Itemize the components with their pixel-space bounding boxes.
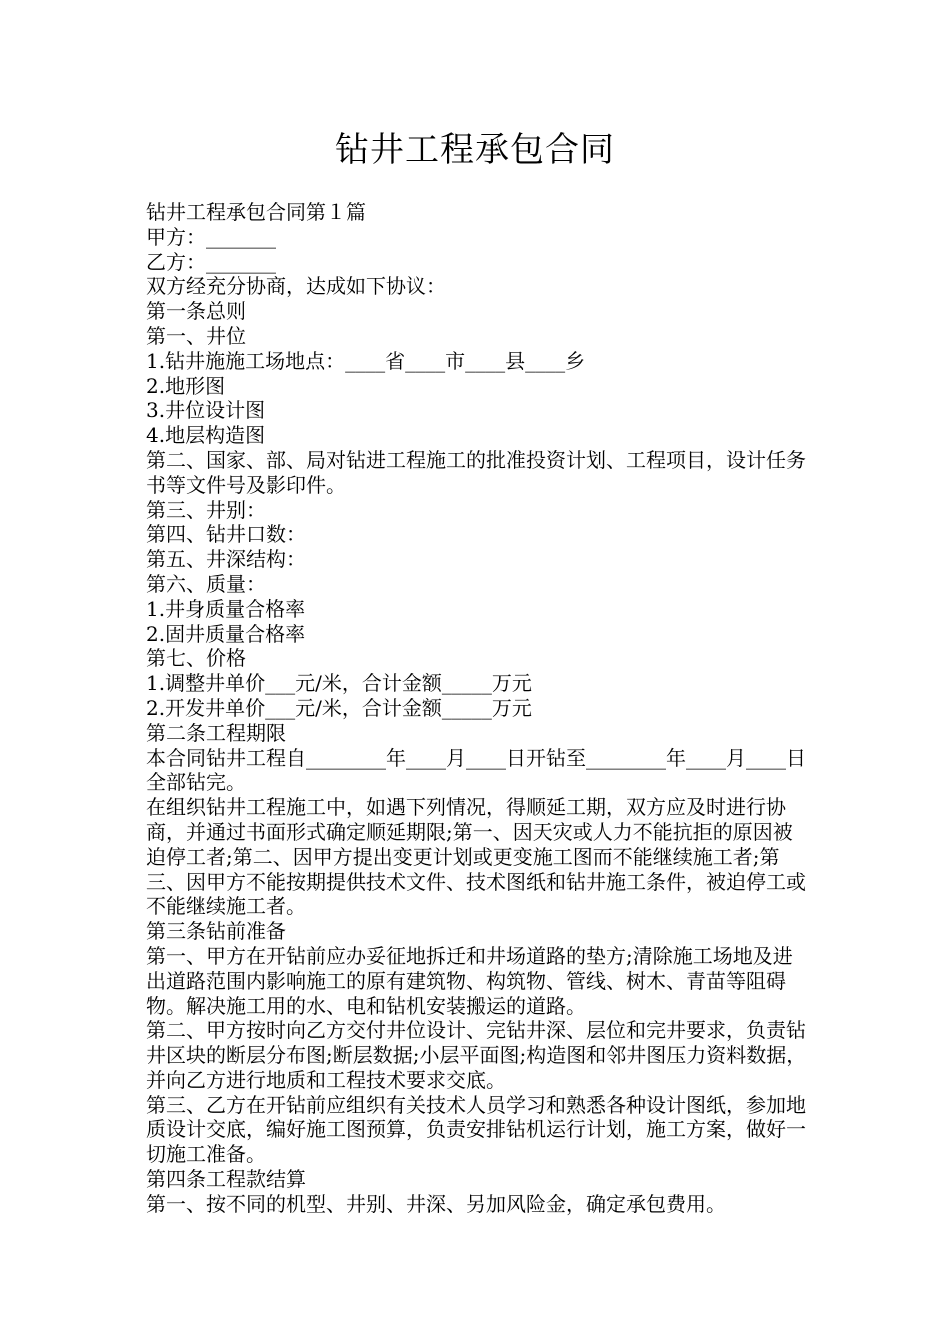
document-paragraph: 1.钻井施施工场地点：____省____市____县____乡 (146, 348, 586, 373)
document-paragraph: 本合同钻井工程自________年____月____日开钻至________年____月____日全部钻完。 (146, 745, 806, 795)
document-title: 钻井工程承包合同 (335, 130, 615, 170)
document-paragraph: 乙方：_______ (146, 249, 276, 274)
document-paragraph: 1.井身质量合格率 (146, 596, 306, 621)
document-paragraph: 第一、甲方在开钻前应办妥征地拆迁和井场道路的垫方;清除施工场地及进出道路范围内影响施工的原有建筑物、构筑物、管线、树木、青苗等阻碍物。解决施工用的水、电和钻机安装搬运的道路。 (146, 943, 793, 1018)
document-paragraph: 第二、甲方按时向乙方交付井位设计、完钻井深、层位和完井要求，负责钻井区块的断层分布图;断层数据;小层平面图;构造图和邻井图压力资料数据，并向乙方进行地质和工程技术要求交底。 (146, 1018, 807, 1092)
document-paragraph: 第二、国家、部、局对钻进工程施工的批准投资计划、工程项目，设计任务书等文件号及影印件。 (146, 447, 806, 497)
document-paragraph: 第三条钻前准备 (146, 919, 286, 944)
document-paragraph: 钻井工程承包合同第１篇 (146, 200, 366, 224)
document-paragraph: 第六、质量： (146, 571, 266, 596)
document-paragraph: 第四条工程款结算 (146, 1167, 306, 1192)
document-paragraph: 第三、井别： (146, 497, 266, 522)
document-paragraph: 第五、井深结构： (146, 547, 306, 572)
document-paragraph: 3.井位设计图 (146, 398, 266, 423)
document-paragraph: 第一、井位 (146, 323, 246, 348)
document-body (146, 200, 810, 1217)
document-paragraph: 甲方：_______ (146, 224, 276, 249)
document-paragraph: 2.开发井单价___元/米，合计金额_____万元 (146, 695, 532, 720)
document-paragraph: 2.固井质量合格率 (146, 621, 306, 646)
document-paragraph: 第三、乙方在开钻前应组织有关技术人员学习和熟悉各种设计图纸，参加地质设计交底，编好施工图预算，负责安排钻机运行计划，施工方案，做好一切施工准备。 (146, 1092, 806, 1167)
document-paragraph: 双方经充分协商，达成如下协议： (146, 274, 446, 299)
document-paragraph: 第四、钻井口数： (146, 522, 306, 547)
document-paragraph: 在组织钻井工程施工中，如遇下列情况，得顺延工期，双方应及时进行协商，并通过书面形式确定顺延期限;第一、因天灾或人力不能抗拒的原因被迫停工者;第二、因甲方提出变更计划或更变施工图而不能继续施工者;第三、因甲方不能按期提供技术文件、技术图纸和钻井施工条件，被迫停工或不能继续施工者。 (146, 795, 806, 919)
document-paragraph: 1.调整井单价___元/米，合计金额_____万元 (146, 671, 532, 696)
document-paragraph: 第二条工程期限 (146, 720, 286, 745)
document-paragraph: 第一条总则 (146, 299, 246, 324)
document-paragraph: 第七、价格 (146, 646, 246, 671)
document-paragraph: 第一、按不同的机型、井别、井深、另加风险金，确定承包费用。 (146, 1191, 726, 1216)
document-paragraph: 2.地形图 (146, 373, 226, 398)
document-paragraph: 4.地层构造图 (146, 423, 266, 448)
